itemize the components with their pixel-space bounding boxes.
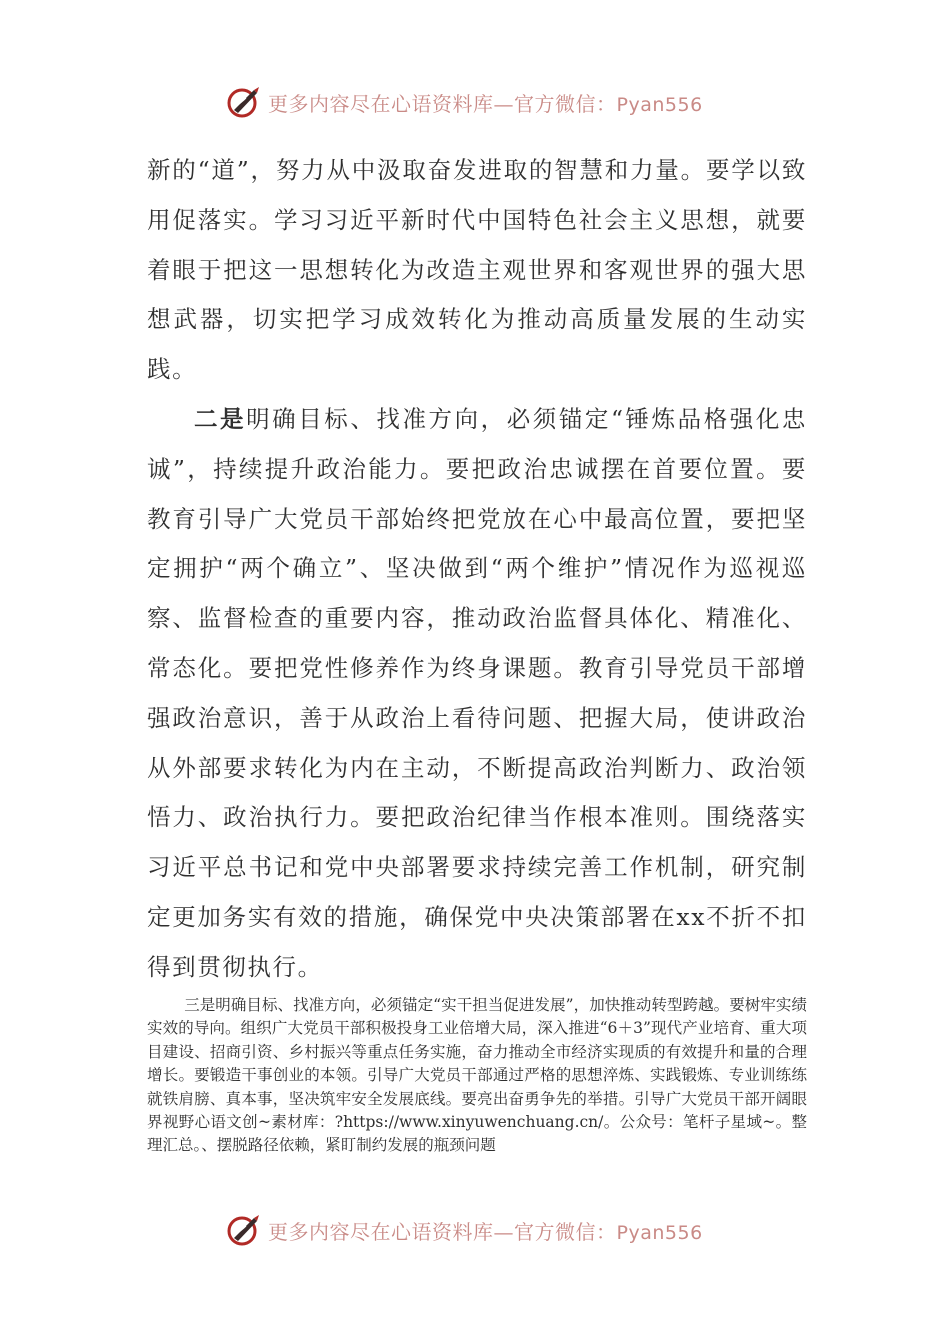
- paragraph-2-lead: 二是: [194, 404, 247, 433]
- document-small-section: [147, 994, 807, 1158]
- quill-pen-logo-icon: [226, 84, 262, 120]
- paragraph-1: 新的“道”，努力从中汲取奋发进取的智慧和力量。要学以致用促落实。学习习近平新时代中国特色社会主义思想，就要着眼于把这一思想转化为改造主观世界和客观世界的强大思想武器，切实把学习成效转化为推动高质量发展的生动实践。: [147, 156, 807, 384]
- banner-title: 更多内容尽在心语资料库—官方微信：: [268, 1219, 617, 1244]
- paragraph-2: [147, 395, 807, 993]
- footer-banner: [226, 1210, 746, 1250]
- header-banner-text: [268, 88, 703, 117]
- paragraph-3: 三是明确目标、找准方向，必须锚定“实干担当促进发展”，加快推动转型跨越。要树牢实绩实效的导向。组织广大党员干部积极投身工业倍增大局，深入推进“6＋3”现代产业培育、重大项目建设、招商引资、乡村振兴等重点任务实施，奋力推动全市经济实现质的有效提升和量的合理增长。要锻造干事创业的本领。引导广大党员干部通过严格的思想淬炼、实践锻炼、专业训练练就铁肩膀、真本事，坚决筑牢安全发展底线。要亮出奋勇争先的举措。引导广大党员干部开阔眼界视野心语文创~素材库：?https://www.xinyuwenchuang.cn/。公众号：笔杆子星域~。整理汇总。、摆脱路径依赖，紧盯制约发展的瓶颈问题: [147, 996, 807, 1155]
- wechat-id: Pyan556: [616, 93, 703, 116]
- footer-banner-text: [268, 1216, 703, 1245]
- banner-title: 更多内容尽在心语资料库—官方微信：: [268, 91, 617, 116]
- quill-pen-logo-icon: [226, 1212, 262, 1248]
- header-banner: [226, 82, 746, 122]
- wechat-id: Pyan556: [616, 1221, 703, 1244]
- document-body: [147, 146, 807, 993]
- paragraph-2-text: 明确目标、找准方向，必须锚定“锤炼品格强化忠诚”，持续提升政治能力。要把政治忠诚摆在首要位置。要教育引导广大党员干部始终把党放在心中最高位置，要把坚定拥护“两个确立”、坚决做到“两个维护”情况作为巡视巡察、监督检查的重要内容，推动政治监督具体化、精准化、常态化。要把党性修养作为终身课题。教育引导党员干部增强政治意识，善于从政治上看待问题、把握大局，使讲政治从外部要求转化为内在主动，不断提高政治判断力、政治领悟力、政治执行力。要把政治纪律当作根本准则。围绕落实习近平总书记和党中央部署要求持续完善工作机制，研究制定更加务实有效的措施，确保党中央决策部署在xx不折不扣得到贯彻执行。: [147, 404, 807, 981]
